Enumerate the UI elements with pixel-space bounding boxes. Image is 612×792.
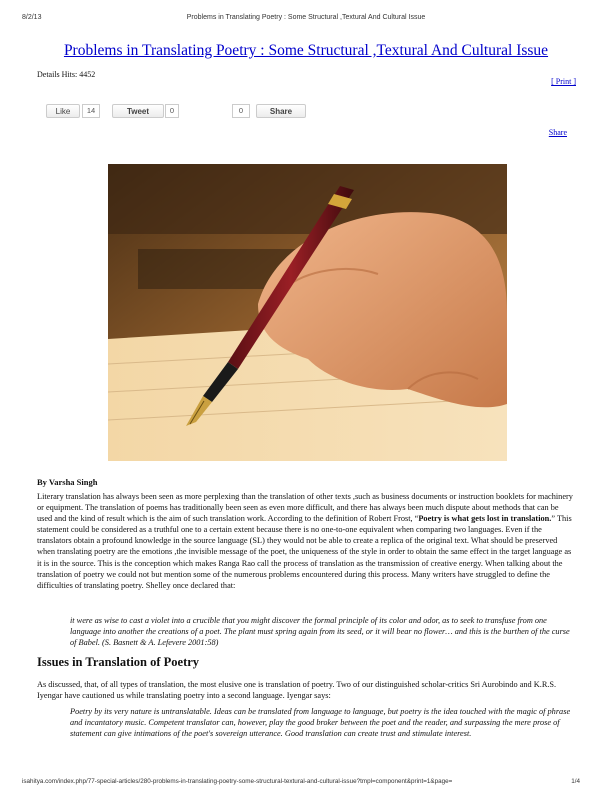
article-title[interactable]: Problems in Translating Poetry : Some Structural ,Textural And Cultural Issue [63,42,549,59]
tweet-label: Tweet [126,107,150,116]
section-heading: Issues in Translation of Poetry [37,655,200,669]
article-photo [108,164,507,461]
intro-text-start: Literary translation has always been seen as more perplexing than the translation of other texts ,such as business documents or instruction booklets for machinery or equipment. The translation of poems has traditionally been seen as even more difficult, and there has always been much dispute about methods that can be used and the kind of result which is the aim of such translation work. According to the definition of Robert Frost, “ [37,492,573,524]
page-number: 1/4 [571,778,580,785]
footer-url: isahitya.com/index.php/77-special-articles/280-problems-in-translating-poetry-some-structural-textural-and-cultural-issue?tmpl=component&print=1&page= [22,778,453,785]
share-link[interactable]: Share [548,128,567,137]
social-bar [46,104,308,118]
article-meta: Details Hits: 4452 [37,70,96,79]
print-date: 8/2/13 [22,14,42,21]
shelley-quote: it were as wise to cast a violet into a crucible that you might discover the formal principle of its color and odor, as to seek to transfuse from one language into another the creations of a poet. The plant must spring again from its seed, or it will bear no flower… and this is the burthen of the curse of Babel. (S. Basnett & A. Lefevere 2001:58) [70,616,570,647]
tweet-count: 0 [165,104,179,118]
hand-writing-with-pen-illustration [108,164,507,461]
tweet-button[interactable] [112,104,164,118]
like-count: 14 [82,104,100,118]
share-button[interactable] [256,104,306,118]
print-link[interactable]: [ Print ] [551,77,576,86]
iyengar-quote: Poetry by its very nature is untranslatable. Ideas can be translated from language to language, but poetry is the idea touched with the magic of phrase and incantatory music. Competent translator can, however, play the good broker between the poet and the reader, and surpassing the mere prose of statement can give intimations of the poet's sovereign utterance. Good translation can create trust and stimulate interest. [70,707,571,738]
share-count: 0 [232,104,250,118]
like-label: Like [55,107,71,116]
like-button[interactable] [46,104,80,118]
frost-quote: Poetry is what gets lost in translation. [418,514,552,524]
intro-paragraph [37,491,575,591]
intro-text-end: ” This statement could be considered as a truthful one to a certain extent because there is no one-to-one equivalent when comparing two languages. Even if the translators obtain a profound knowledge in the source language (SL) they would not be able to create a replica of the original text. What should be preserved when translating poetry are the emotions ,the invisible message of the poet, the uniqueness of the style in order to obtain the same effect in the target language as it is in the source. This is the conception which makes Ranga Rao call the process of translation as the transmission of creative energy. When talking about the translation of poetry we could not but mention some of the numerous problems encountered during this process. Many writers have struggled to define the difficulties of translating poetry. Shelley once declared that: [37,514,572,590]
byline: By Varsha Singh [37,477,98,487]
share-button-label: Share [269,107,293,116]
print-page-title: Problems in Translating Poetry : Some Structural ,Textural And Cultural Issue [186,14,426,21]
issues-paragraph: As discussed, that, of all types of translation, the most elusive one is translation of poetry. Two of our distinguished scholar-critics Sri Aurobindo and K.R.S. Iyengar have cautioned us while translating poetry into a second language. Iyengar says: [37,680,557,701]
